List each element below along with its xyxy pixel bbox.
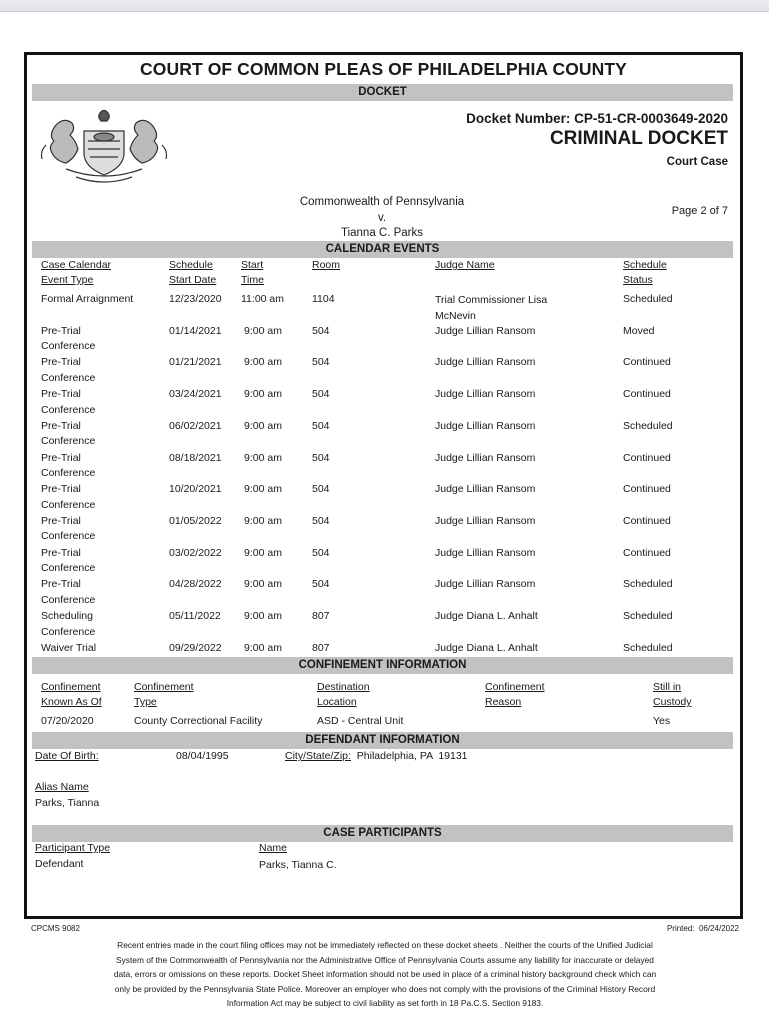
judge-name: Judge Lillian Ransom [435, 419, 536, 432]
col-start-time-2: Time [241, 274, 264, 286]
room: 504 [312, 356, 330, 369]
disclaimer-line: data, errors or omissions on these reports. Docket Sheet information should not be used in place of a criminal history background check which can [113, 969, 657, 980]
start-date: 12/23/2020 [169, 293, 222, 305]
schedule-status: Scheduled [623, 578, 673, 591]
event-type-cont: Conference [41, 340, 96, 353]
calendar-events-band: CALENDAR EVENTS [32, 241, 733, 258]
city-label: City/State/Zip: [285, 750, 351, 762]
schedule-status: Continued [623, 514, 671, 527]
start-date: 06/02/2021 [169, 419, 222, 432]
conf-type: County Correctional Facility [134, 715, 263, 727]
start-time: 9:00 am [244, 324, 282, 337]
judge-name: Judge Lillian Ransom [435, 356, 536, 369]
judge-name: Judge Diana L. Anhalt [435, 610, 538, 622]
schedule-status: Continued [623, 546, 671, 559]
col-custody-2: Custody [653, 696, 692, 708]
event-type-cont: Conference [41, 498, 96, 511]
versus: v. [377, 211, 387, 224]
room: 1104 [312, 293, 335, 305]
start-date: 10/20/2021 [169, 483, 222, 496]
case-type: Court Case [666, 156, 728, 168]
judge-name: Judge Lillian Ransom [435, 514, 536, 527]
docket-type: CRIMINAL DOCKET [549, 128, 728, 149]
event-type-cont: Conference [41, 593, 96, 606]
dob-value: 08/04/1995 [176, 750, 229, 762]
start-time: 9:00 am [244, 641, 282, 654]
judge-name: Judge Lillian Ransom [435, 483, 536, 496]
start-date: 04/28/2022 [169, 578, 222, 591]
start-time: 9:00 am [244, 546, 282, 559]
schedule-status: Scheduled [623, 293, 673, 305]
room: 807 [312, 641, 330, 654]
dob-label: Date Of Birth: [35, 750, 99, 762]
printed-date: Printed: 06/24/2022 [666, 924, 739, 933]
start-time: 9:00 am [244, 356, 282, 369]
page-number: Page 2 of 7 [671, 205, 728, 217]
schedule-status: Continued [623, 451, 671, 464]
start-date: 01/21/2021 [169, 356, 222, 369]
court-title: COURT OF COMMON PLEAS OF PHILADELPHIA COUNTY [140, 59, 627, 79]
docket-page [24, 52, 743, 919]
event-type: Pre-Trial [41, 514, 81, 527]
start-date: 01/05/2022 [169, 514, 222, 527]
event-type-cont: Conference [41, 625, 96, 638]
room: 504 [312, 451, 330, 464]
room: 504 [312, 324, 330, 337]
judge-name: Trial Commissioner Lisa [435, 294, 548, 306]
col-start-date-1: Schedule [169, 259, 213, 271]
case-caption [267, 195, 497, 242]
room: 504 [312, 578, 330, 591]
event-type: Pre-Trial [41, 356, 81, 369]
plaintiff: Commonwealth of Pennsylvania [299, 196, 465, 208]
col-known-as-of-2: Known As Of [41, 696, 102, 708]
room: 504 [312, 388, 330, 401]
judge-name: Judge Diana L. Anhalt [435, 641, 538, 654]
start-date: 01/14/2021 [169, 324, 222, 337]
start-time: 9:00 am [244, 483, 282, 496]
start-time: 11:00 am [241, 293, 284, 305]
event-type: Pre-Trial [41, 546, 81, 559]
room: 504 [312, 514, 330, 527]
schedule-status: Scheduled [623, 610, 673, 622]
schedule-status: Continued [623, 483, 671, 496]
judge-name: Judge Lillian Ransom [435, 451, 536, 464]
col-status-1: Schedule [623, 259, 667, 271]
event-type: Pre-Trial [41, 483, 81, 496]
judge-name: Judge Lillian Ransom [435, 546, 536, 559]
event-type-cont: Conference [41, 403, 96, 416]
schedule-status: Moved [623, 324, 655, 337]
confinement-band: CONFINEMENT INFORMATION [32, 657, 733, 674]
col-reason-1: Confinement [485, 681, 545, 693]
schedule-status: Continued [623, 356, 671, 369]
event-type: Pre-Trial [41, 578, 81, 591]
event-type-cont: Conference [41, 562, 96, 575]
schedule-status: Scheduled [623, 641, 673, 654]
room: 504 [312, 483, 330, 496]
case-participants-band: CASE PARTICIPANTS [32, 825, 733, 842]
event-type: Pre-Trial [41, 388, 81, 401]
schedule-status: Continued [623, 388, 671, 401]
col-dest-2: Location [317, 696, 357, 708]
event-type-cont: Conference [41, 467, 96, 479]
event-type-cont: Conference [41, 435, 96, 448]
start-date: 09/29/2022 [169, 641, 222, 654]
conf-known-as-of: 07/20/2020 [41, 715, 94, 727]
col-reason-2: Reason [485, 696, 522, 708]
col-judge-name: Judge Name [435, 259, 495, 271]
start-date: 08/18/2021 [169, 451, 222, 464]
disclaimer [60, 938, 710, 1011]
room: 504 [312, 546, 330, 559]
start-time: 9:00 am [244, 419, 282, 432]
start-time: 9:00 am [244, 388, 282, 401]
judge-name-cont: McNevin [435, 309, 476, 322]
start-time: 9:00 am [244, 578, 282, 591]
event-type: Waiver Trial [41, 641, 97, 654]
event-type-cont: Conference [41, 530, 96, 543]
event-type: Scheduling [41, 610, 93, 622]
alias-value: Parks, Tianna [35, 797, 100, 809]
room: 504 [312, 419, 330, 432]
event-type: Pre-Trial [41, 419, 81, 432]
start-date: 03/02/2022 [169, 546, 222, 559]
conf-location: ASD - Central Unit [317, 715, 404, 727]
participant-name-label: Name [259, 842, 288, 854]
disclaimer-line: Information Act may be subject to civil liability as set forth in 18 Pa.C.S. Section 9183. [226, 998, 544, 1009]
participant-name: Parks, Tianna C. [259, 859, 337, 871]
event-type: Pre-Trial [41, 324, 81, 337]
col-room: Room [312, 259, 341, 271]
start-date: 05/11/2022 [169, 610, 221, 622]
col-event-type-1: Case Calendar [41, 259, 112, 271]
col-start-date-2: Start Date [169, 274, 217, 286]
col-custody-1: Still in [653, 681, 682, 693]
pennsylvania-seal-icon [36, 107, 172, 187]
start-time: 9:00 am [244, 451, 282, 464]
start-time: 9:00 am [244, 514, 282, 527]
schedule-status: Scheduled [623, 419, 673, 432]
col-conf-type-2: Type [134, 696, 157, 708]
disclaimer-line: Recent entries made in the court filing offices may not be immediately reflected on these docket sheets . Neither the courts of the Unified Judicial [117, 940, 653, 950]
disclaimer-line: System of the Commonwealth of Pennsylvania nor the Administrative Office of Pennsylvania Courts assume any liability for inaccurate or delayed [116, 954, 654, 965]
docket-number: Docket Number: CP-51-CR-0003649-2020 [466, 111, 728, 126]
event-type: Pre-Trial [41, 451, 81, 464]
col-conf-type-1: Confinement [134, 681, 194, 693]
col-status-2: Status [623, 274, 653, 286]
event-type: Formal Arraignment [41, 293, 134, 305]
participant-type-label: Participant Type [35, 842, 111, 854]
defendant-info-band: DEFENDANT INFORMATION [32, 732, 733, 749]
disclaimer-line: only be provided by the Pennsylvania State Police. Moreover an employer who does not comply with the provisions of the Criminal History Record [114, 983, 656, 994]
judge-name: Judge Lillian Ransom [435, 324, 536, 337]
start-date: 03/24/2021 [169, 388, 222, 401]
city-state-zip [285, 749, 468, 765]
col-event-type-2: Event Type [41, 274, 94, 286]
col-dest-1: Destination [317, 681, 370, 693]
event-type-cont: Conference [41, 371, 96, 384]
alias-label: Alias Name [35, 781, 89, 793]
city-value: Philadelphia, PA 19131 [356, 750, 468, 762]
defendant-name: Tianna C. Parks [340, 227, 424, 239]
participant-type: Defendant [35, 858, 84, 870]
judge-name: Judge Lillian Ransom [435, 388, 536, 401]
start-time: 9:00 am [244, 610, 282, 622]
room: 807 [312, 610, 330, 622]
viewer-top-bar [0, 0, 769, 12]
form-id: CPCMS 9082 [31, 924, 80, 933]
col-known-as-of-1: Confinement [41, 681, 101, 693]
judge-name: Judge Lillian Ransom [435, 578, 536, 591]
docket-band: DOCKET [32, 84, 733, 101]
col-start-time-1: Start [241, 259, 264, 271]
conf-still-in-custody: Yes [653, 715, 671, 727]
